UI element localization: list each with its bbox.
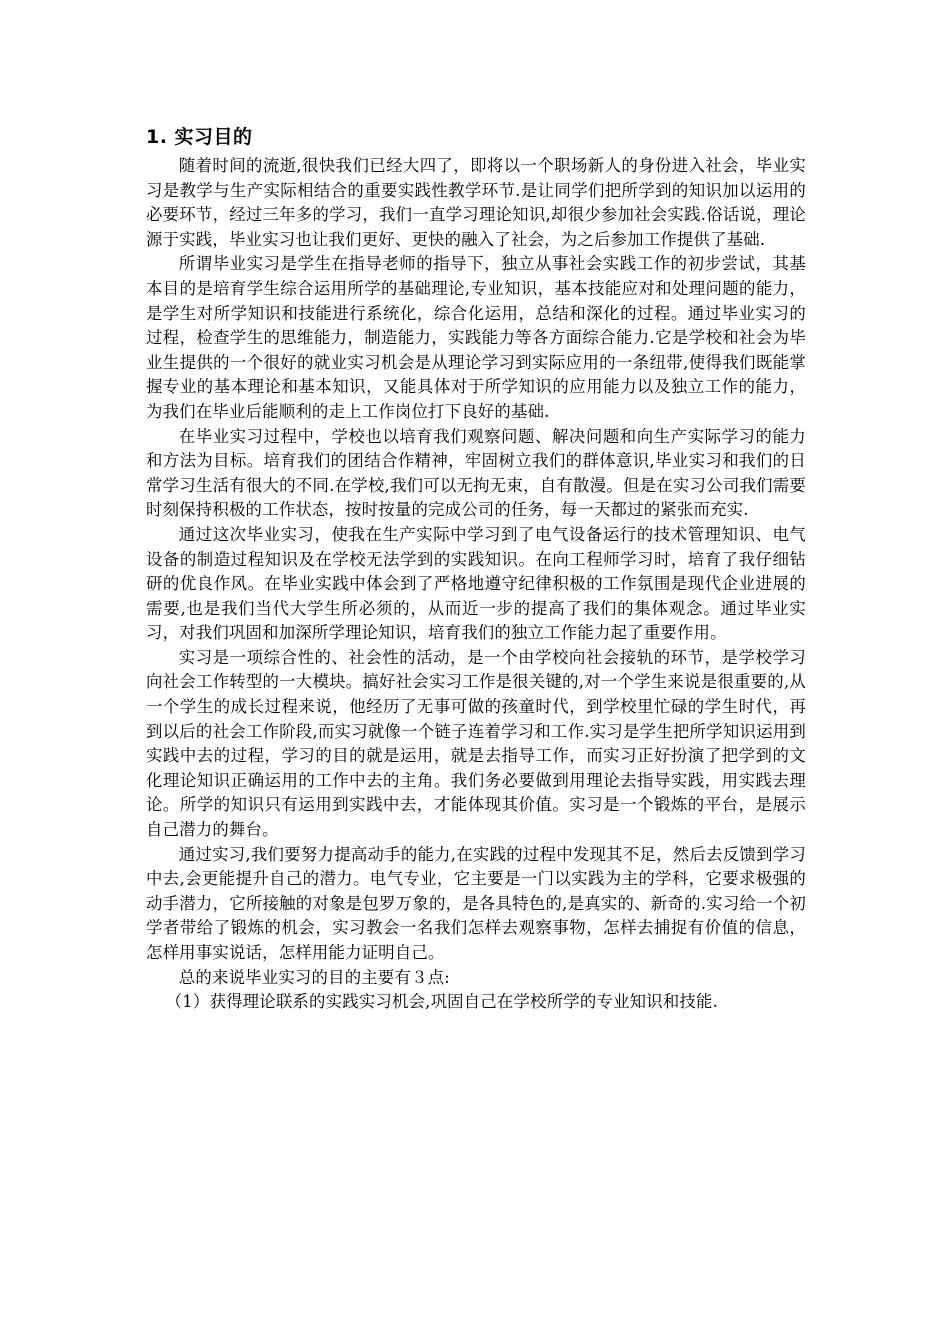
paragraph: 通过这次毕业实习，使我在生产实际中学习到了电气设备运行的技术管理知识、电气设备的制造过程知识及在学校无法学到的实践知识。在向工程师学习时，培育了我仔细钻研的优良作风。在毕业实践中体会到了严格地遵守纪律积极的工作氛围是现代企业进展的需要,也是我们当代大学生所必须的，从而近一步的提高了我们的集体观念。通过毕业实习，对我们巩固和加深所学理论知识，培育我们的独立工作能力起了重要作用。 [146, 524, 806, 643]
paragraph: 总的来说毕业实习的目的主要有３点: [178, 967, 450, 987]
paragraph: 在毕业实习过程中，学校也以培育我们观察问题、解决问题和向生产实际学习的能力和方法为目标。培育我们的团结合作精神，牢固树立我们的群体意识,毕业实习和我们的日常学习生活有很大的不同.在学校,我们可以无拘无束，自有散漫。但是在实习公司我们需要时刻保持积极的工作状态，按时按量的完成公司的任务，每一天都过的紧张而充实. [146, 426, 806, 520]
paragraph: 随着时间的流逝,很快我们已经大四了，即将以一个职场新人的身份进入社会，毕业实习是教学与生产实际相结合的重要实践性教学环节.是让同学们把所学到的知识加以运用的必要环节，经过三年多的学习，我们一直学习理论知识,却很少参加社会实践.俗话说，理论源于实践，毕业实习也让我们更好、更快的融入了社会，为之后参加工作提供了基础. [146, 156, 806, 249]
list-item: （1）获得理论联系的实践实习机会,巩固自己在学校所学的专业知识和技能. [165, 992, 719, 1012]
section-heading: 1. 实习目的 [146, 126, 253, 148]
paragraph: 实习是一项综合性的、社会性的活动，是一个由学校向社会接轨的环节，是学校学习向社会工作转型的一大模块。搞好社会实习工作是很关键的,对一个学生来说是很重要的,从一个学生的成长过程来说，他经历了无事可做的孩童时代，到学校里忙碌的学生时代，再到以后的社会工作阶段,而实习就像一个链子连着学习和工作.实习是学生把所学知识运用到实践中去的过程，学习的目的就是运用，就是去指导工作，而实习正好扮演了把学到的文化理论知识正确运用的工作中去的主角。我们务必要做到用理论去指导实践，用实践去理论。所学的知识只有运用到实践中去，才能体现其价值。实习是一个锻炼的平台，是展示自己潜力的舞台。 [146, 647, 806, 840]
document-page [146, 122, 806, 1015]
paragraph: 通过实习,我们要努力提高动手的能力,在实践的过程中发现其不足，然后去反馈到学习中去,会更能提升自己的潜力。电气专业，它主要是一门以实践为主的学科，它要求极强的动手潜力，它所接触的对象是包罗万象的，是各具特色的,是真实的、新奇的.实习给一个初学者带给了锻炼的机会，实习教会一名我们怎样去观察事物，怎样去捕捉有价值的信息，怎样用事实说话，怎样用能力证明自己。 [146, 844, 806, 962]
paragraph: 所谓毕业实习是学生在指导老师的指导下，独立从事社会实践工作的初步尝试，其基本目的是培育学生综合运用所学的基础理论,专业知识，基本技能应对和处理问题的能力，是学生对所学知识和技能进行系统化，综合化运用，总结和深化的过程。通过毕业实习的过程，检查学生的思维能力，制造能力，实践能力等各方面综合能力.它是学校和社会为毕业生提供的一个很好的就业实习机会是从理论学习到实际应用的一条纽带,使得我们既能掌握专业的基本理论和基本知识，又能具体对于所学知识的应用能力以及独立工作的能力，为我们在毕业后能顺利的走上工作岗位打下良好的基础. [146, 254, 806, 421]
